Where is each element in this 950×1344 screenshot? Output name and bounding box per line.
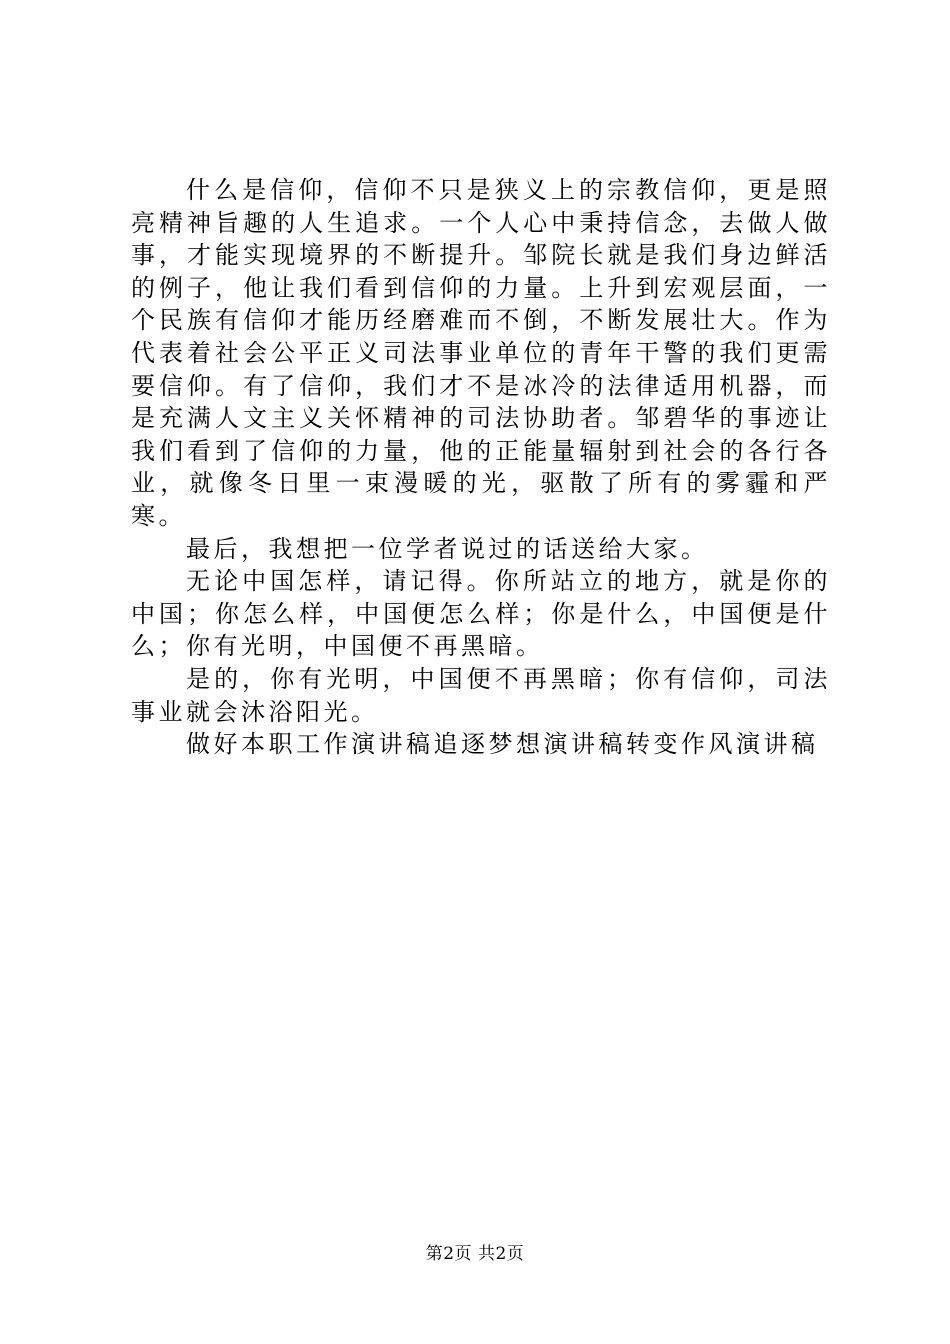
paragraph-faith: 什么是信仰，信仰不只是狭义上的宗教信仰，更是照亮精神旨趣的人生追求。一个人心中秉持信念，去做人做事，才能实现境界的不断提升。邹院长就是我们身边鲜活的例子，他让我们看到信仰的力量。上升到宏观层面，一个民族有信仰才能历经磨难而不倒，不断发展壮大。作为代表着社会公平正义司法事业单位的青年干警的我们更需要信仰。有了信仰，我们才不是冰冷的法律适用机器，而是充满人文主义关怀精神的司法协助者。邹碧华的事迹让我们看到了信仰的力量，他的正能量辐射到社会的各行各业，就像冬日里一束漫暖的光，驱散了所有的雾霾和严寒。 (131, 176, 831, 530)
page-number-footer: 第2页 共2页 (425, 1244, 525, 1264)
paragraph-conclusion: 是的，你有光明，中国便不再黑暗；你有信仰，司法事业就会沐浴阳光。 (131, 664, 831, 726)
paragraph-quote: 无论中国怎样，请记得。你所站立的地方，就是你的中国；你怎么样，中国便怎么样；你是什么，中国便是什么；你有光明，中国便不再黑暗。 (131, 567, 831, 661)
paragraph-related-titles: 做好本职工作演讲稿追逐梦想演讲稿转变作风演讲稿 (186, 730, 819, 759)
paragraph-closing-intro: 最后，我想把一位学者说过的话送给大家。 (186, 534, 709, 563)
document-body (131, 174, 831, 761)
